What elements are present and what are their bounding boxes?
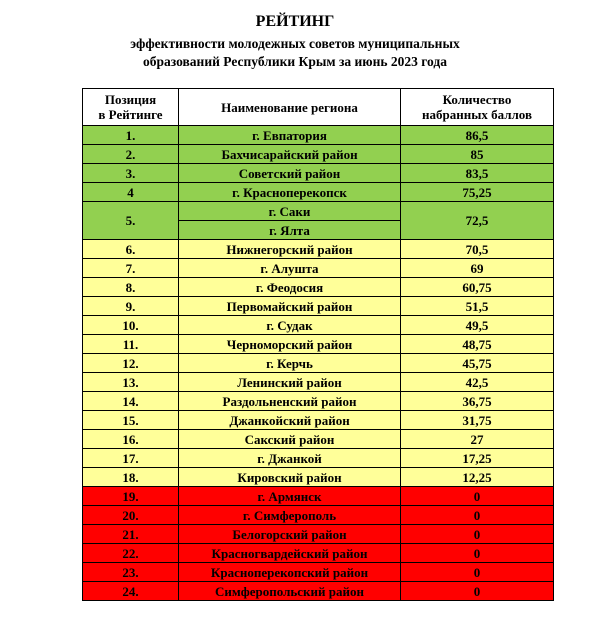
document-subtitle-line2: образований Республики Крым за июнь 2023 года (143, 54, 447, 69)
region-cell: г. Евпатория (179, 126, 401, 145)
table-row (83, 145, 554, 164)
position-cell: 12. (83, 354, 179, 373)
region-cell: г. Алушта (179, 259, 401, 278)
position-cell: 11. (83, 335, 179, 354)
score-cell: 0 (401, 506, 554, 525)
position-cell: 6. (83, 240, 179, 259)
score-cell: 12,25 (401, 468, 554, 487)
position-cell: 15. (83, 411, 179, 430)
region-cell: Симферопольский район (179, 582, 401, 601)
table-row (83, 354, 554, 373)
table-row (83, 506, 554, 525)
table-row (83, 202, 554, 221)
document-subtitle-line1: эффективности молодежных советов муниципальных (130, 36, 460, 51)
region-cell: Кировский район (179, 468, 401, 487)
region-cell: г. Ялта (179, 221, 401, 240)
table-row (83, 259, 554, 278)
position-cell: 8. (83, 278, 179, 297)
table-row (83, 392, 554, 411)
position-cell: 7. (83, 259, 179, 278)
position-cell: 19. (83, 487, 179, 506)
header-score-line1: Количество (442, 92, 512, 107)
score-cell: 31,75 (401, 411, 554, 430)
score-cell: 85 (401, 145, 554, 164)
table-header-row (83, 89, 554, 126)
region-cell: Бахчисарайский район (179, 145, 401, 164)
score-cell: 0 (401, 582, 554, 601)
score-cell: 45,75 (401, 354, 554, 373)
score-cell: 49,5 (401, 316, 554, 335)
region-cell: Черноморский район (179, 335, 401, 354)
position-cell: 2. (83, 145, 179, 164)
table-row (83, 449, 554, 468)
region-cell: Красноперекопский район (179, 563, 401, 582)
document-title: РЕЙТИНГ (255, 13, 335, 30)
table-row (83, 411, 554, 430)
position-cell: 18. (83, 468, 179, 487)
score-cell: 70,5 (401, 240, 554, 259)
position-cell: 20. (83, 506, 179, 525)
region-cell: Джанкойский район (179, 411, 401, 430)
header-score (401, 89, 554, 126)
table-row (83, 126, 554, 145)
position-cell: 4 (83, 183, 179, 202)
position-cell: 22. (83, 544, 179, 563)
region-cell: Раздольненский район (179, 392, 401, 411)
score-cell: 0 (401, 544, 554, 563)
position-cell: 1. (83, 126, 179, 145)
region-cell: Сакский район (179, 430, 401, 449)
region-cell: г. Феодосия (179, 278, 401, 297)
score-cell: 48,75 (401, 335, 554, 354)
region-cell: г. Армянск (179, 487, 401, 506)
score-cell: 51,5 (401, 297, 554, 316)
table-row (83, 335, 554, 354)
region-cell: г. Симферополь (179, 506, 401, 525)
header-region: Наименование региона (179, 89, 401, 126)
position-cell: 21. (83, 525, 179, 544)
region-cell: Первомайский район (179, 297, 401, 316)
table-row (83, 164, 554, 183)
region-cell: Советский район (179, 164, 401, 183)
score-cell: 86,5 (401, 126, 554, 145)
region-cell: Ленинский район (179, 373, 401, 392)
score-cell: 36,75 (401, 392, 554, 411)
header-position (83, 89, 179, 126)
score-cell: 83,5 (401, 164, 554, 183)
position-cell: 24. (83, 582, 179, 601)
position-cell: 3. (83, 164, 179, 183)
score-cell: 0 (401, 487, 554, 506)
score-cell: 27 (401, 430, 554, 449)
region-cell: г. Саки (179, 202, 401, 221)
position-cell: 10. (83, 316, 179, 335)
rating-table-body (83, 126, 554, 601)
position-cell: 23. (83, 563, 179, 582)
region-cell: г. Джанкой (179, 449, 401, 468)
table-row (83, 544, 554, 563)
header-position-line1: Позиция (104, 92, 157, 107)
region-cell: г. Красноперекопск (179, 183, 401, 202)
position-cell: 17. (83, 449, 179, 468)
score-cell: 0 (401, 563, 554, 582)
score-cell: 69 (401, 259, 554, 278)
region-cell: г. Судак (179, 316, 401, 335)
score-cell: 75,25 (401, 183, 554, 202)
table-row (83, 468, 554, 487)
table-row (83, 487, 554, 506)
table-row (83, 373, 554, 392)
region-cell: Нижнегорский район (179, 240, 401, 259)
table-row (83, 240, 554, 259)
position-cell: 13. (83, 373, 179, 392)
score-cell: 0 (401, 525, 554, 544)
header-score-line2: набранных баллов (422, 107, 532, 122)
score-cell: 72,5 (401, 202, 554, 240)
table-row (83, 278, 554, 297)
position-cell: 5. (83, 202, 179, 240)
table-row (83, 316, 554, 335)
region-cell: Красногвардейский район (179, 544, 401, 563)
table-row (83, 563, 554, 582)
region-cell: г. Керчь (179, 354, 401, 373)
header-position-line2: в Рейтинге (98, 107, 163, 122)
position-cell: 14. (83, 392, 179, 411)
score-cell: 60,75 (401, 278, 554, 297)
position-cell: 9. (83, 297, 179, 316)
position-cell: 16. (83, 430, 179, 449)
table-row (83, 183, 554, 202)
table-row (83, 430, 554, 449)
table-row (83, 525, 554, 544)
score-cell: 42,5 (401, 373, 554, 392)
table-row (83, 582, 554, 601)
score-cell: 17,25 (401, 449, 554, 468)
region-cell: Белогорский район (179, 525, 401, 544)
rating-table (82, 88, 554, 601)
table-row (83, 297, 554, 316)
